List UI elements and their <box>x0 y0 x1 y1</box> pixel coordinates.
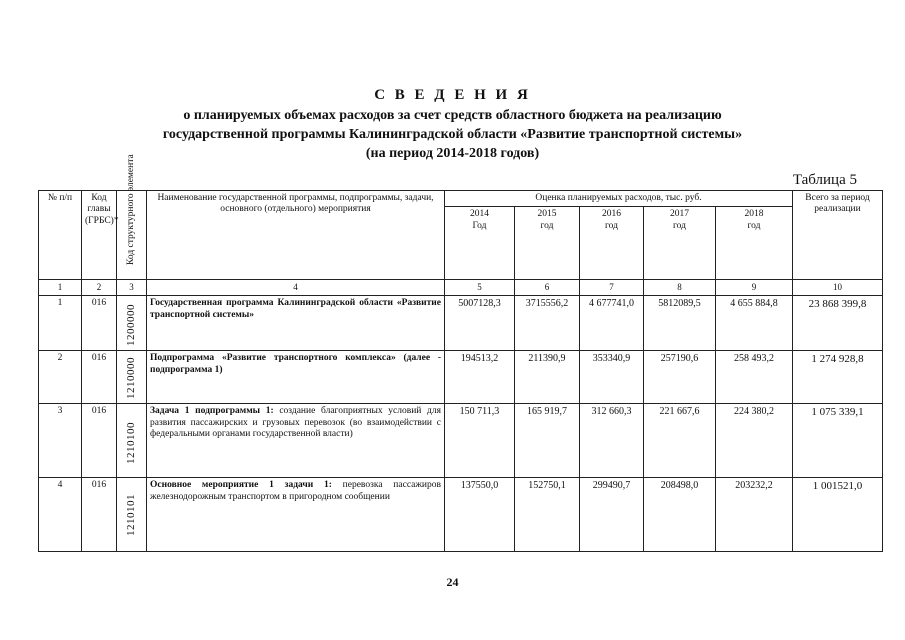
header-estimate-group: Оценка планируемых расходов, тыс. руб. <box>445 191 793 207</box>
row-value-2018: 4 655 884,8 <box>716 296 793 351</box>
row-name-bold: Основное мероприятие 1 задачи 1: <box>150 480 332 491</box>
row-value-2014: 194513,2 <box>445 351 515 404</box>
column-number: 4 <box>147 280 445 296</box>
row-num: 2 <box>39 351 82 404</box>
header-year-unit: год <box>673 220 686 231</box>
row-value-2014: 137550,0 <box>445 478 515 552</box>
row-value-2017: 257190,6 <box>644 351 716 404</box>
header-year-2018 <box>716 207 793 280</box>
header-year-2014 <box>445 207 515 280</box>
row-element-code: 1210100 <box>124 422 137 465</box>
header-year-value: 2018 <box>744 209 764 220</box>
row-element-code-cell <box>117 404 147 478</box>
header-year-value: 2017 <box>670 209 689 220</box>
row-element-code: 1200000 <box>124 304 137 347</box>
row-element-code-cell <box>117 296 147 351</box>
row-name-rest: создание благоприятных условий для развития пассажирских и грузовых перевозок (во взаимодействии с федеральными органами государственной власти) <box>150 406 441 439</box>
header-year-unit: год <box>605 220 618 231</box>
header-year-value: 2014 <box>470 209 489 220</box>
column-number: 10 <box>793 280 883 296</box>
row-total: 1 274 928,8 <box>793 351 883 404</box>
row-value-2016: 299490,7 <box>580 478 644 552</box>
header-year-value: 2016 <box>602 209 621 220</box>
row-num: 3 <box>39 404 82 478</box>
row-value-2017: 208498,0 <box>644 478 716 552</box>
header-year-unit: год <box>540 220 554 231</box>
row-element-code-cell <box>117 478 147 552</box>
document-subtitle-line-3: (на период 2014-2018 годов) <box>365 146 540 161</box>
row-chapter-code: 016 <box>82 404 117 478</box>
column-number: 2 <box>82 280 117 296</box>
column-number: 3 <box>117 280 147 296</box>
row-value-2018: 258 493,2 <box>716 351 793 404</box>
row-chapter-code: 016 <box>82 296 117 351</box>
table-row <box>39 351 883 404</box>
table-label: Таблица 5 <box>792 172 857 188</box>
row-total: 1 001521,0 <box>793 478 883 552</box>
header-total: Всего за период реализации <box>793 191 883 280</box>
document-heading: С В Е Д Е Н И Я <box>374 87 531 103</box>
row-value-2015: 3715556,2 <box>515 296 580 351</box>
column-number: 5 <box>445 280 515 296</box>
header-name: Наименование государственной программы, подпрограммы, задачи, основного (отдельного) мероприятия <box>147 191 445 280</box>
row-chapter-code: 016 <box>82 351 117 404</box>
row-chapter-code: 016 <box>82 478 117 552</box>
header-num: № п/п <box>39 191 82 280</box>
row-value-2014: 5007128,3 <box>445 296 515 351</box>
row-name-bold: Подпрограмма «Развитие транспортного комплекса» (далее - подпрограмма 1) <box>150 353 441 375</box>
column-number: 6 <box>515 280 580 296</box>
row-num: 1 <box>39 296 82 351</box>
row-value-2015: 152750,1 <box>515 478 580 552</box>
row-value-2014: 150 711,3 <box>445 404 515 478</box>
row-value-2016: 4 677741,0 <box>580 296 644 351</box>
row-value-2015: 211390,9 <box>515 351 580 404</box>
row-name <box>147 296 445 351</box>
row-total: 23 868 399,8 <box>793 296 883 351</box>
header-year-2017 <box>644 207 716 280</box>
column-number: 7 <box>580 280 644 296</box>
header-year-unit: Год <box>472 220 487 231</box>
table-row <box>39 404 883 478</box>
row-total: 1 075 339,1 <box>793 404 883 478</box>
header-year-2016 <box>580 207 644 280</box>
row-value-2015: 165 919,7 <box>515 404 580 478</box>
table-header-row-1 <box>39 191 883 207</box>
column-number: 1 <box>39 280 82 296</box>
table-row <box>39 296 883 351</box>
header-year-unit: год <box>747 220 761 231</box>
row-element-code-cell <box>117 351 147 404</box>
row-value-2017: 5812089,5 <box>644 296 716 351</box>
page-number: 24 <box>446 575 459 589</box>
row-value-2017: 221 667,6 <box>644 404 716 478</box>
column-number: 8 <box>644 280 716 296</box>
document-subtitle-line-2: государственной программы Калининградской области «Развитие транспортной системы» <box>162 127 743 142</box>
row-name-bold: Задача 1 подпрограммы 1: <box>150 406 274 417</box>
column-number: 9 <box>716 280 793 296</box>
header-year-2015 <box>515 207 580 280</box>
row-name <box>147 478 445 552</box>
table-row <box>39 478 883 552</box>
row-num: 4 <box>39 478 82 552</box>
header-chapter-code: Код главы (ГРБС)* <box>82 191 117 280</box>
header-element-code-label: Код структурного элемента <box>125 154 136 265</box>
row-name <box>147 351 445 404</box>
header-year-value: 2015 <box>537 209 557 220</box>
row-name-rest: перевозка пассажиров железнодорожным транспортом в пригородном сообщении <box>150 480 442 502</box>
row-value-2018: 224 380,2 <box>716 404 793 478</box>
row-element-code: 1210000 <box>124 357 137 400</box>
row-element-code: 1210101 <box>124 494 137 537</box>
header-element-code <box>117 154 147 280</box>
row-value-2016: 312 660,3 <box>580 404 644 478</box>
row-value-2016: 353340,9 <box>580 351 644 404</box>
row-name <box>147 404 445 478</box>
column-number-row <box>39 280 883 296</box>
row-value-2018: 203232,2 <box>716 478 793 552</box>
row-name-bold: Государственная программа Калининградской области «Развитие транспортной системы» <box>150 298 441 320</box>
document-subtitle-line-1: о планируемых объемах расходов за счет средств областного бюджета на реализацию <box>183 108 722 123</box>
